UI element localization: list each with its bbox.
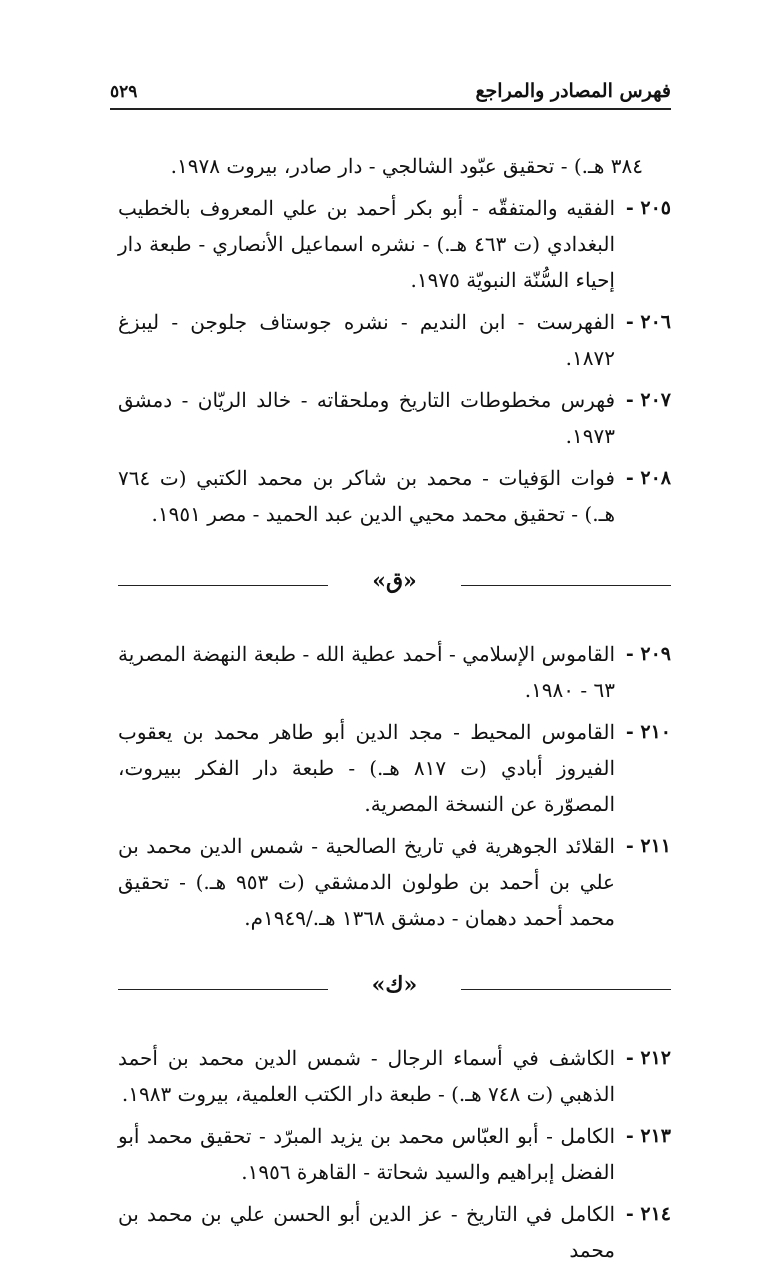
entry-text: فوات الوَفيات - محمد بن شاكر بن محمد الكتبي (ت ٧٦٤ هـ.) - تحقيق محمد محيي الدين عبد الحميد - مصر ١٩٥١. xyxy=(118,466,615,526)
entry-text: الفقيه والمتفقّه - أبو بكر أحمد بن علي المعروف بالخطيب البغدادي (ت ٤٦٣ هـ.) - نشره اسماعيل الأنصاري - طبعة دار إحياء السُّنّة النبويّة ١٩٧٥. xyxy=(118,196,616,292)
entry-text: فهرس مخطوطات التاريخ وملحقاته - خالد الريّان - دمشق ١٩٧٣. xyxy=(118,388,615,448)
entry-number: ٢١١ - xyxy=(625,835,671,857)
entry-number: ٢١٠ - xyxy=(625,721,671,743)
bibliography-entry xyxy=(118,714,671,822)
bibliography-entry xyxy=(118,828,671,936)
bibliography-entry xyxy=(118,1118,671,1190)
page-header xyxy=(110,78,671,110)
bibliography-entry xyxy=(118,460,671,532)
entry-number: ٢١٢ - xyxy=(625,1047,671,1069)
entry-text: الكامل - أبو العبّاس محمد بن يزيد المبرّد - تحقيق محمد أبو الفضل إبراهيم والسيد شحاتة - القاهرة ١٩٥٦. xyxy=(118,1124,615,1184)
page-number: ٥٢٩ xyxy=(110,82,138,102)
entry-number: ٢٠٩ - xyxy=(625,643,671,665)
entry-number: ٢٠٦ - xyxy=(625,311,671,333)
entry-text: الكامل في التاريخ - عز الدين أبو الحسن علي بن محمد بن محمد xyxy=(118,1202,615,1262)
entry-text: القاموس الإسلامي - أحمد عطية الله - طبعة النهضة المصرية ٦٣ - ١٩٨٠. xyxy=(118,642,615,702)
bibliography-entry xyxy=(118,1040,671,1112)
section-divider-qaf xyxy=(118,566,671,606)
bibliography-entry xyxy=(118,304,671,376)
entry-text: القلائد الجوهرية في تاريخ الصالحية - شمس الدين محمد بن علي بن أحمد بن طولون الدمشقي (ت ٩٥٣ هـ.) - تحقيق محمد أحمد دهمان - دمشق ١٣٦٨ هـ./١٩٤٩م. xyxy=(118,834,615,930)
divider-rule xyxy=(118,989,328,990)
entry-text: الكاشف في أسماء الرجال - شمس الدين محمد بن أحمد الذهبي (ت ٧٤٨ هـ.) - طبعة دار الكتب العلمية، بيروت ١٩٨٣. xyxy=(118,1046,615,1106)
bibliography-entry xyxy=(118,382,671,454)
bibliography-entry xyxy=(118,148,671,184)
entry-text: الفهرست - ابن النديم - نشره جوستاف جلوجن - ليبزغ ١٨٧٢. xyxy=(118,310,615,370)
bibliography-entry xyxy=(118,190,671,298)
bibliography-list xyxy=(118,148,671,1274)
section-letter: «ك» xyxy=(371,972,418,998)
entry-number: ٢٠٨ - xyxy=(625,467,671,489)
entry-number: ٢٠٥ - xyxy=(625,197,671,219)
section-divider-kaf xyxy=(118,970,671,1010)
bibliography-entry xyxy=(118,1196,671,1268)
bibliography-entry xyxy=(118,636,671,708)
section-letter: «ق» xyxy=(372,568,417,594)
entry-number: ٢٠٧ - xyxy=(625,389,671,411)
running-title: فهرس المصادر والمراجع xyxy=(475,80,671,102)
entry-text: ٣٨٤ هـ.) - تحقيق عبّود الشالجي - دار صادر، بيروت ١٩٧٨. xyxy=(170,154,643,178)
entry-text: القاموس المحيط - مجد الدين أبو طاهر محمد بن يعقوب الفيروز أبادي (ت ٨١٧ هـ.) - طبعة دار الفكر ببيروت، المصوّرة عن النسخة المصرية. xyxy=(118,720,615,816)
divider-rule xyxy=(118,585,328,586)
entry-number: ٢١٣ - xyxy=(625,1125,671,1147)
entry-number: ٢١٤ - xyxy=(625,1203,671,1225)
